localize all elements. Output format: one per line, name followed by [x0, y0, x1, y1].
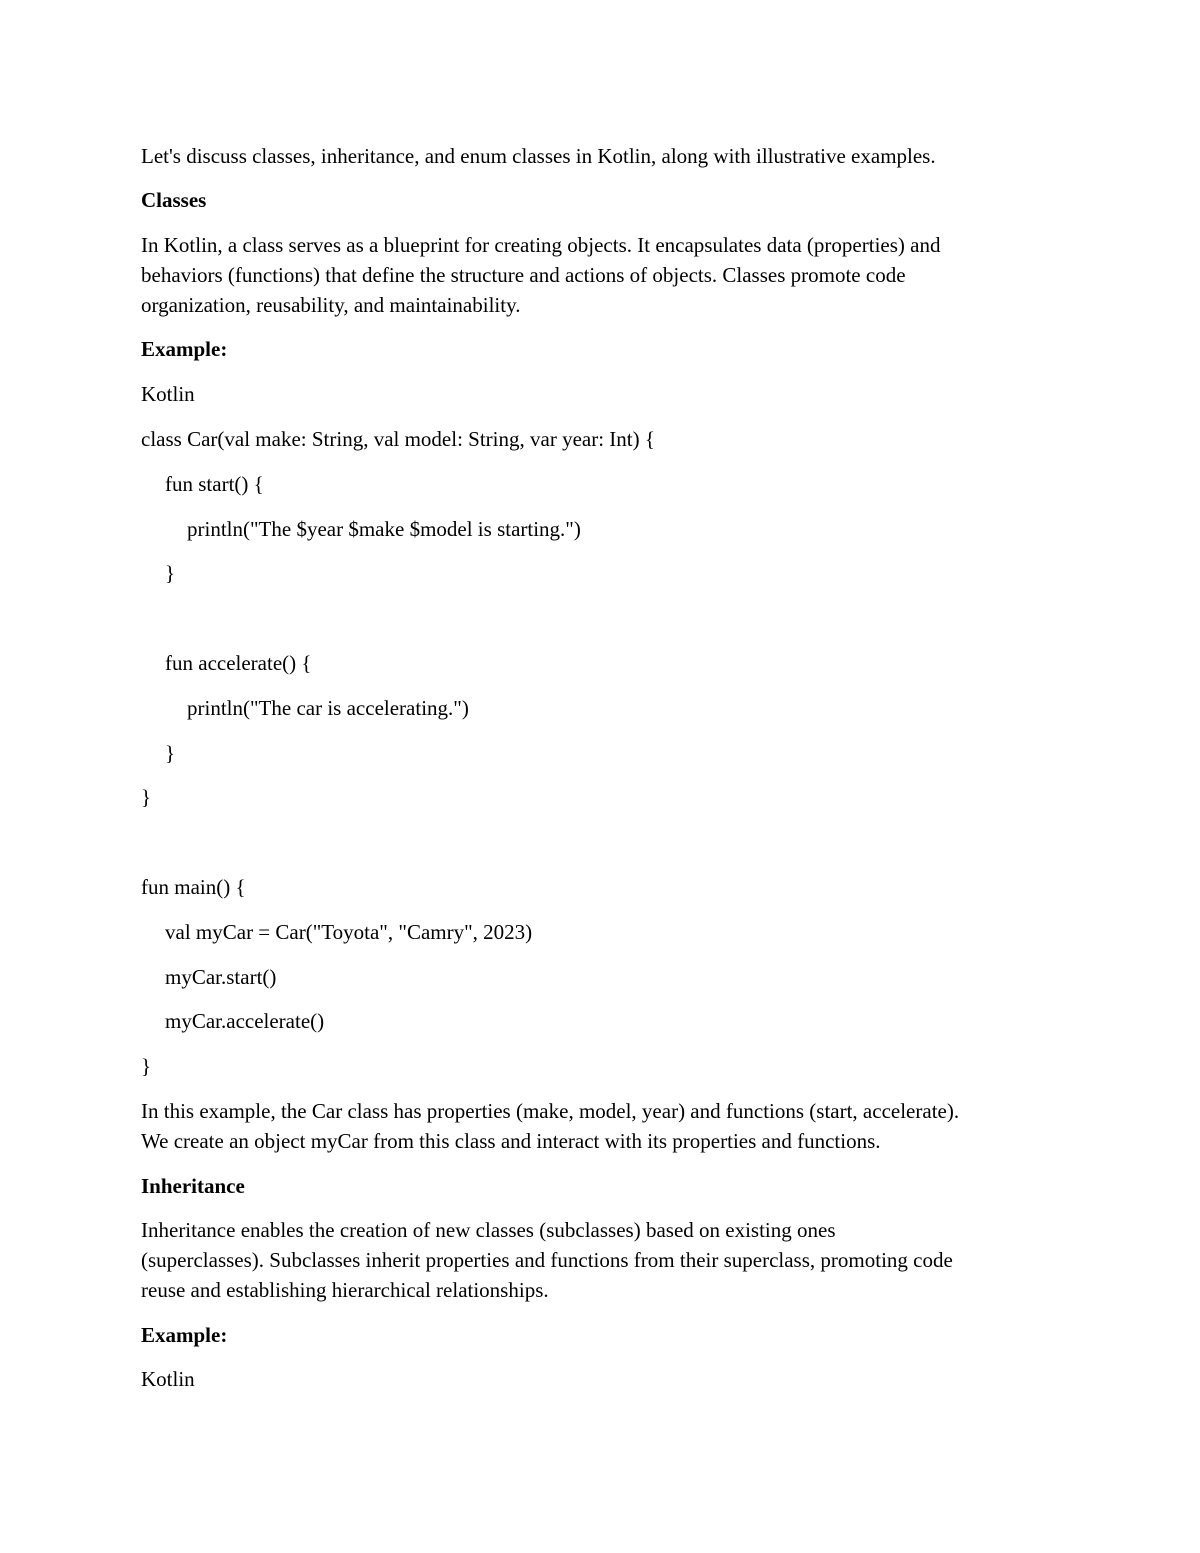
- classes-explanation-line: In this example, the Car class has properties (make, model, year) and functions (start, accelerate).: [141, 1099, 960, 1123]
- code-line: }: [165, 741, 176, 765]
- code-line: }: [165, 561, 176, 585]
- classes-example-label: Example:: [141, 337, 228, 361]
- code-line: println("The $year $make $model is starting."): [187, 517, 581, 541]
- code-line: val myCar = Car("Toyota", "Camry", 2023): [165, 920, 533, 944]
- classes-body-line: In Kotlin, a class serves as a blueprint for creating objects. It encapsulates data (properties) and: [141, 233, 941, 257]
- classes-body-line: organization, reusability, and maintainability.: [141, 293, 521, 317]
- classes-language-label: Kotlin: [141, 382, 195, 406]
- inheritance-body-line: Inheritance enables the creation of new classes (subclasses) based on existing ones: [141, 1218, 836, 1242]
- inheritance-language-label: Kotlin: [141, 1367, 195, 1391]
- inheritance-body-line: reuse and establishing hierarchical relationships.: [141, 1278, 549, 1302]
- code-line: fun main() {: [141, 875, 246, 899]
- code-line: myCar.start(): [165, 965, 277, 989]
- code-line: class Car(val make: String, val model: String, var year: Int) {: [141, 427, 655, 451]
- classes-explanation-line: We create an object myCar from this class and interact with its properties and functions.: [141, 1129, 881, 1153]
- inheritance-heading: Inheritance: [141, 1174, 245, 1198]
- classes-heading: Classes: [141, 188, 207, 212]
- inheritance-example-label: Example:: [141, 1323, 228, 1347]
- classes-body-line: behaviors (functions) that define the structure and actions of objects. Classes promote code: [141, 263, 906, 287]
- inheritance-body-line: (superclasses). Subclasses inherit properties and functions from their superclass, promoting code: [141, 1248, 953, 1272]
- intro-paragraph: Let's discuss classes, inheritance, and enum classes in Kotlin, along with illustrative examples.: [141, 144, 936, 168]
- code-line: }: [141, 785, 152, 809]
- code-line: fun accelerate() {: [165, 651, 312, 675]
- code-line: myCar.accelerate(): [165, 1009, 325, 1033]
- code-line: println("The car is accelerating."): [187, 696, 469, 720]
- code-line: }: [141, 1054, 152, 1078]
- code-line: fun start() {: [165, 472, 264, 496]
